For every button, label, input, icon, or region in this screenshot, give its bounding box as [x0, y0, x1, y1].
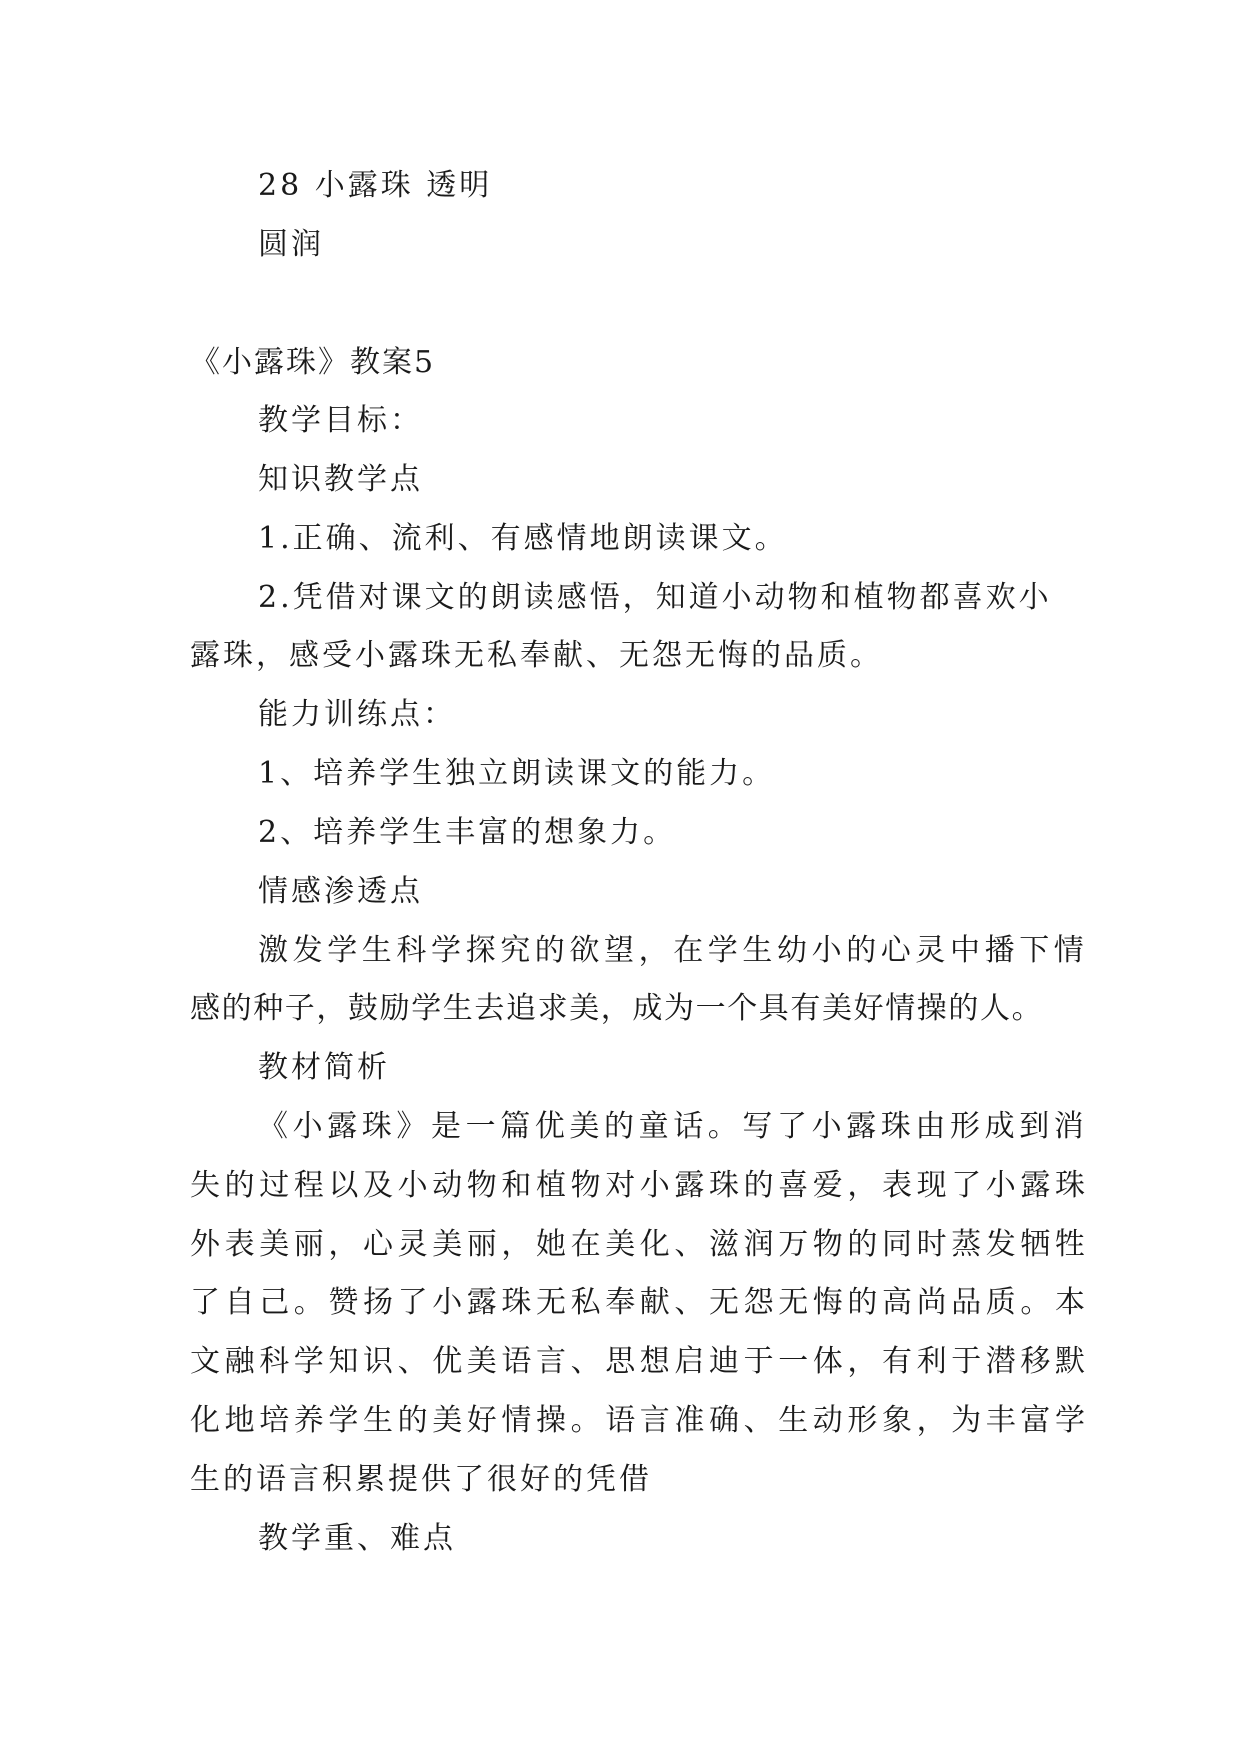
analysis-heading: 教材简析: [258, 1050, 390, 1085]
ability-item-1: 1、培养学生独立朗读课文的能力。: [258, 756, 776, 791]
emotion-heading: 情感渗透点: [258, 874, 423, 909]
analysis-line-5: 文融科学知识、优美语言、思想启迪于一体，有利于潜移默: [190, 1344, 1090, 1379]
analysis-line-7: 生的语言积累提供了很好的凭借: [190, 1462, 652, 1497]
knowledge-item-2-cont: 露珠，感受小露珠无私奉献、无怨无悔的品质。: [190, 638, 883, 673]
ability-item-2: 2、培养学生丰富的想象力。: [258, 815, 677, 850]
focus-heading: 教学重、难点: [258, 1521, 456, 1556]
knowledge-item-2: 2.凭借对课文的朗读感悟，知道小动物和植物都喜欢小: [258, 580, 1052, 615]
document-title: 《小露珠》教案5: [190, 345, 436, 380]
analysis-line-3: 外表美丽，心灵美丽，她在美化、滋润万物的同时蒸发牺牲: [190, 1227, 1090, 1262]
analysis-line-1: 《小露珠》是一篇优美的童话。写了小露珠由形成到消: [258, 1109, 1089, 1144]
teaching-goals-heading: 教学目标：: [258, 403, 423, 438]
analysis-line-4: 了自己。赞扬了小露珠无私奉献、无怨无悔的高尚品质。本: [190, 1285, 1090, 1320]
header-line-1: 28 小露珠 透明: [258, 168, 493, 203]
analysis-line-2: 失的过程以及小动物和植物对小露珠的喜爱，表现了小露珠: [190, 1168, 1090, 1203]
knowledge-heading: 知识教学点: [258, 462, 423, 497]
emotion-line-1: 激发学生科学探究的欲望，在学生幼小的心灵中播下情: [258, 933, 1089, 968]
knowledge-item-1: 1.正确、流利、有感情地朗读课文。: [258, 521, 788, 556]
emotion-line-2: 感的种子，鼓励学生去追求美，成为一个具有美好情操的人。: [190, 991, 1044, 1026]
header-line-2: 圆润: [258, 227, 324, 262]
ability-heading: 能力训练点：: [258, 697, 456, 732]
analysis-line-6: 化地培养学生的美好情操。语言准确、生动形象，为丰富学: [190, 1403, 1090, 1438]
